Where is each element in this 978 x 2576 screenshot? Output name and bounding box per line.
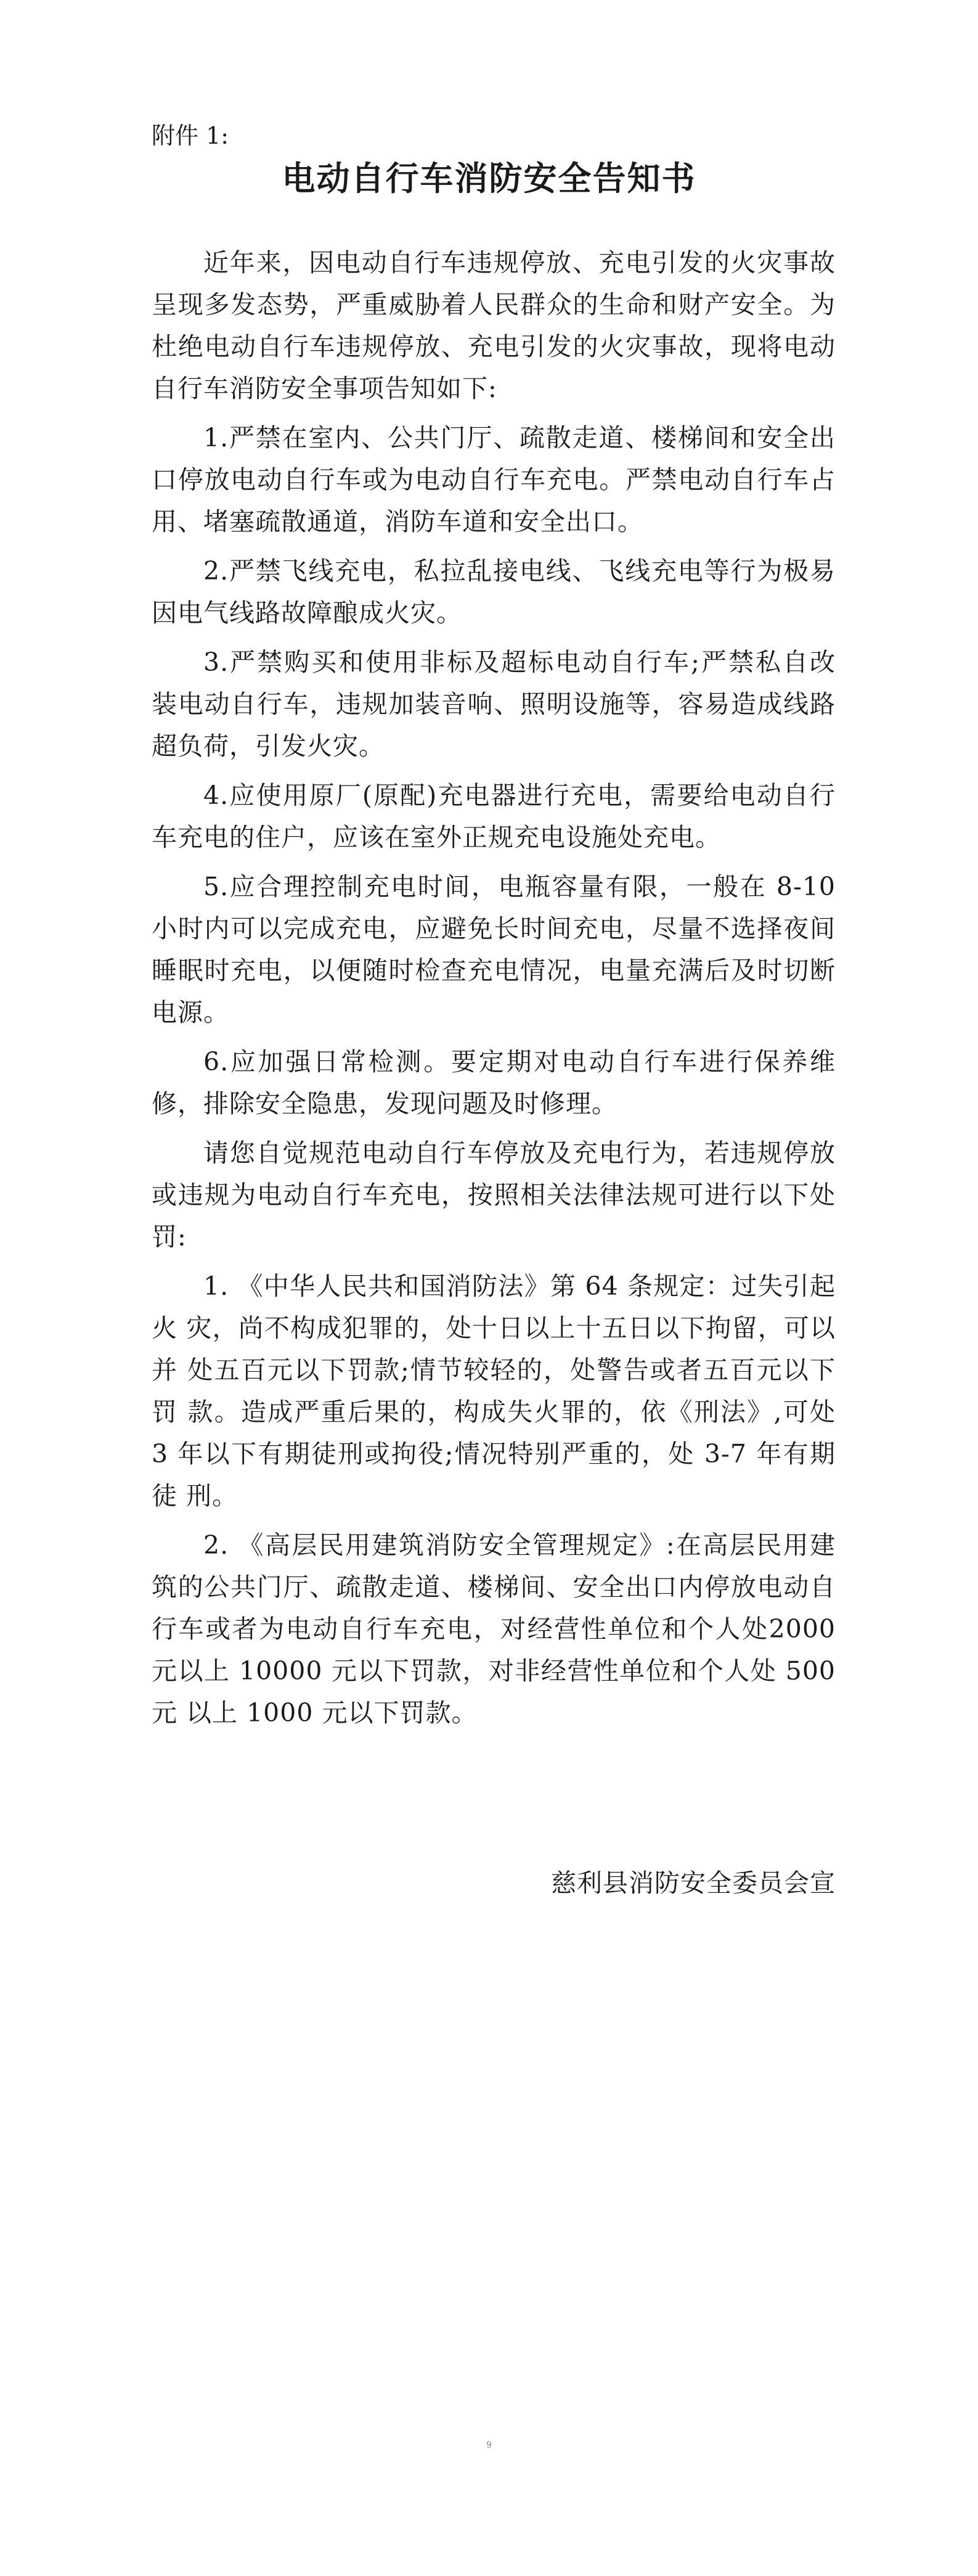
document-body [152, 242, 836, 1741]
penalty-intro-paragraph: 请您自觉规范电动自行车停放及充电行为，若违规停放或违规为电动自行车充电，按照相关法律法规可进行以下处罚: [152, 1138, 836, 1252]
page-number: 9 [486, 2440, 492, 2450]
notice-item-4: 4.应使用原厂(原配)充电器进行充电，需要给电动自行车充电的住户，应该在室外正规充电设施处充电。 [152, 781, 836, 852]
signature: 慈利县消防安全委员会宣 [551, 1868, 836, 1898]
notice-item-5: 5.应合理控制充电时间，电瓶容量有限，一般在 8-10 小时内可以完成充电，应避免长时间充电，尽量不选择夜间 睡眠时充电，以便随时检查充电情况，电量充满后及时切断 电源。 [152, 872, 836, 1027]
penalty-item-1: 1. 《中华人民共和国消防法》第 64 条规定：过失引起火 灾，尚不构成犯罪的，处十日以上十五日以下拘留，可以并 处五百元以下罚款;情节较轻的，处警告或者五百元以下罚 款。造成严重后果的，构成失火罪的，依《刑法》,可处 3 年以下有期徒刑或拘役;情况特别严重的，处 3-7 年有期徒 刑。 [152, 1271, 836, 1511]
notice-item-6: 6.应加强日常检测。要定期对电动自行车进行保养维修，排除安全隐患，发现问题及时修理。 [152, 1047, 836, 1118]
intro-paragraph: 近年来，因电动自行车违规停放、充电引发的火灾事故呈现多发态势，严重威胁着人民群众的生命和财产安全。为杜绝电动自行车违规停放、充电引发的火灾事故，现将电动自行车消防安全事项告知如下: [152, 248, 836, 403]
document-title: 电动自行车消防安全告知书 [282, 159, 696, 198]
notice-item-1: 1.严禁在室内、公共门厅、疏散走道、楼梯间和安全出 口停放电动自行车或为电动自行车充电。严禁电动自行车占 用、堵塞疏散通道，消防车道和安全出口。 [152, 423, 836, 536]
notice-item-2: 2.严禁飞线充电，私拉乱接电线、飞线充电等行为极易因电气线路故障酿成火灾。 [152, 556, 836, 628]
attachment-label: 附件 1: [152, 122, 229, 149]
notice-item-3: 3.严禁购买和使用非标及超标电动自行车;严禁私自改 装电动自行车，违规加装音响、照明设施等，容易造成线路 超负荷，引发火灾。 [152, 647, 836, 761]
penalty-item-2: 2. 《高层民用建筑消防安全管理规定》:在高层民用建筑的公共门厅、疏散走道、楼梯间、安全出口内停放电动自 行车或者为电动自行车充电，对经营性单位和个人处2000 元以上 10000 元以下罚款，对非经营性单位和个人处 500 元 以上 1000 元以下罚款。 [152, 1530, 836, 1728]
